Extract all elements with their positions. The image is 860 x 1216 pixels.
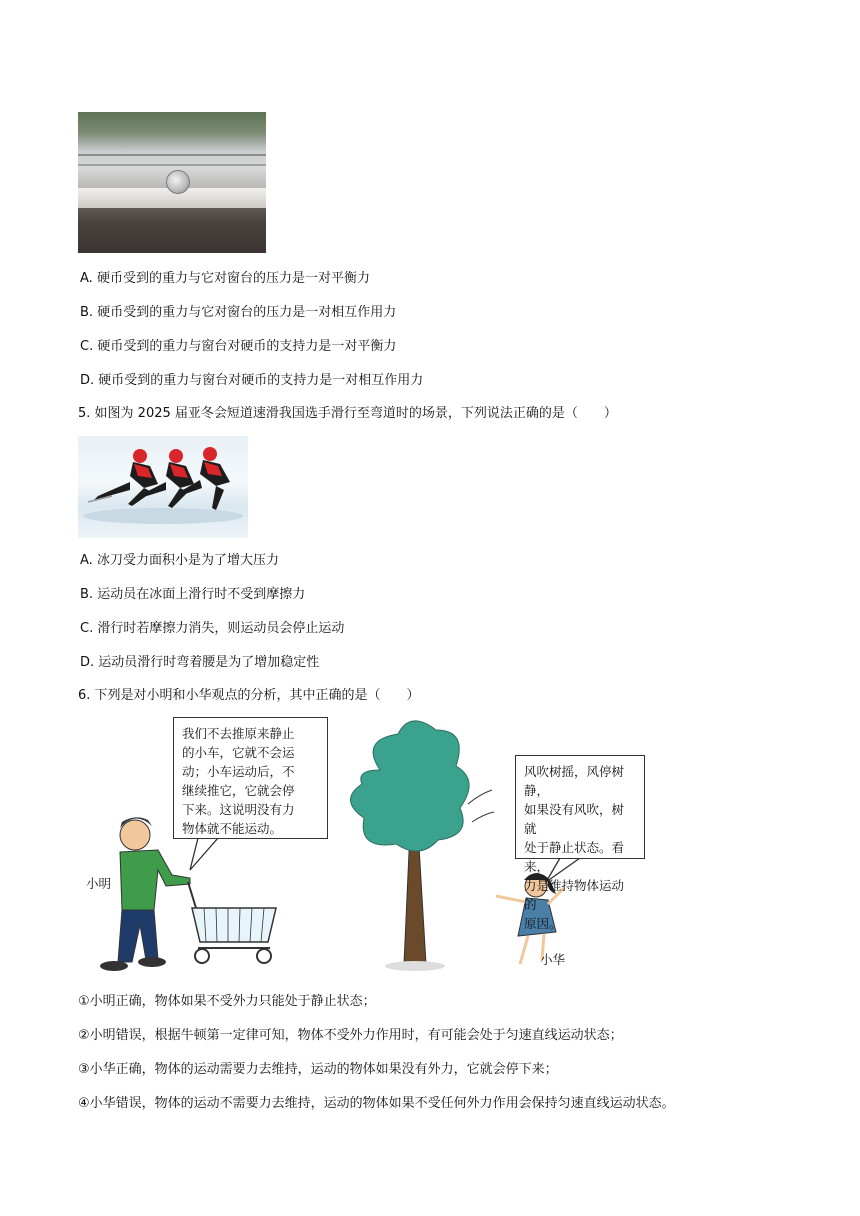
xiaohua-label: 小华 [540, 952, 566, 967]
speech-line: 力是维持物体运动的 [524, 878, 625, 912]
speech-line: 动；小车运动后，不 [182, 764, 295, 779]
speech-line: 继续推它，它就会停 [182, 783, 295, 798]
q4-option-b: B. 硬币受到的重力与它对窗台的压力是一对相互作用力 [80, 305, 397, 320]
speech-line: 我们不去推原来静止 [182, 726, 295, 741]
q6-statement-3: ③小华正确，物体的运动需要力去维持，运动的物体如果没有外力，它就会停下来； [78, 1062, 558, 1077]
q6-statement-4: ④小华错误，物体的运动不需要力去维持，运动的物体如果不受任何外力作用会保持匀速直线运动状态。 [78, 1096, 675, 1111]
speed-skaters-photo [78, 436, 248, 538]
q6-stem: 6. 下列是对小明和小华观点的分析，其中正确的是（ ） [78, 688, 420, 703]
q5-option-d: D. 运动员滑行时弯着腰是为了增加稳定性 [80, 655, 320, 670]
skaters-illustration [78, 436, 248, 538]
q6-statement-2: ②小明错误，根据牛顿第一定律可知，物体不受外力作用时，有可能会处于匀速直线运动状态； [78, 1028, 623, 1043]
q4-option-a: A. 硬币受到的重力与它对窗台的压力是一对平衡力 [80, 271, 370, 286]
speech-line: 处于静止状态。看来， [524, 840, 625, 874]
speech-line: 风吹树摇，风停树静， [524, 764, 625, 798]
track-line [78, 164, 266, 166]
coin-on-windowsill-photo [78, 112, 266, 253]
q5-option-a: A. 冰刀受力面积小是为了增大压力 [80, 553, 279, 568]
track-line [78, 154, 266, 156]
q6-statement-1: ①小明正确，物体如果不受外力只能处于静止状态； [78, 994, 376, 1009]
speech-line: 下来。这说明没有力 [182, 802, 295, 817]
xiaoming-speech-bubble [173, 717, 328, 839]
q5-option-b: B. 运动员在冰面上滑行时不受到摩擦力 [80, 587, 306, 602]
speech-line: 原因。 [524, 916, 562, 931]
q4-option-d: D. 硬币受到的重力与窗台对硬币的支持力是一对相互作用力 [80, 373, 424, 388]
q5-stem: 5. 如图为 2025 届亚冬会短道速滑我国选手滑行至弯道时的场景，下列说法正确的是（ ） [78, 406, 617, 421]
q5-option-c: C. 滑行时若摩擦力消失，则运动员会停止运动 [80, 621, 345, 636]
tree [350, 721, 494, 971]
xiaoming-label: 小明 [86, 876, 112, 891]
speech-line: 的小车，它就不会运 [182, 745, 295, 760]
q4-option-c: C. 硬币受到的重力与窗台对硬币的支持力是一对平衡力 [80, 339, 397, 354]
coin [166, 170, 190, 194]
speech-line: 如果没有风吹，树就 [524, 802, 625, 836]
xiaohua-speech-bubble [515, 755, 645, 931]
xiaoming-figure [100, 817, 276, 971]
speech-line: 物体就不能运动。 [182, 821, 283, 836]
